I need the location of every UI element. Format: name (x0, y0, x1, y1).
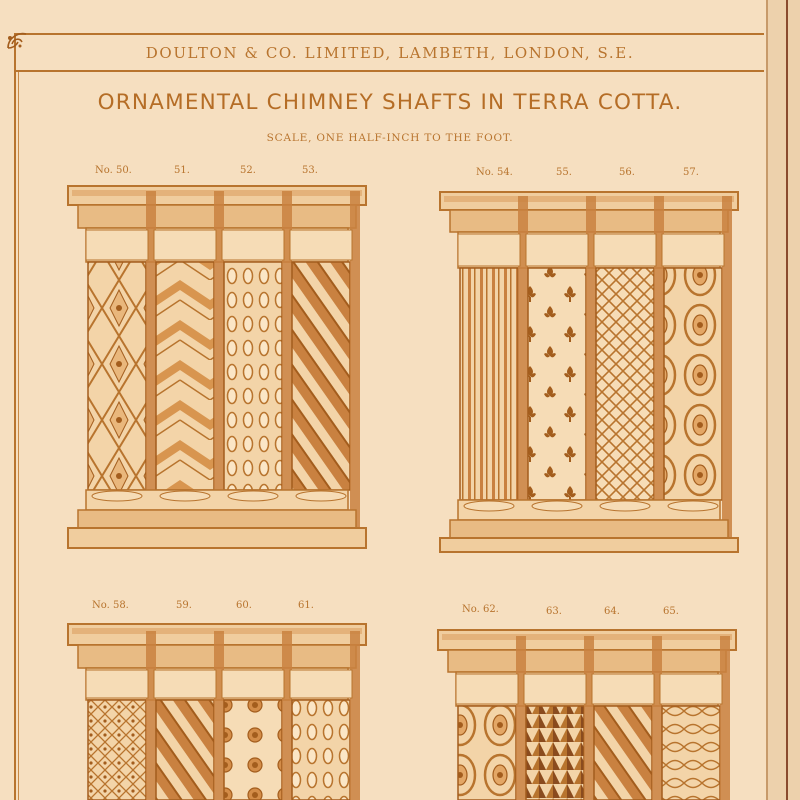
shaft-label: 53. (302, 165, 318, 176)
publisher-header: DOULTON & CO. LIMITED, LAMBETH, LONDON, S.E. (145, 44, 635, 62)
shaft-label: 55. (556, 167, 572, 178)
shaft-label: 52. (240, 165, 256, 176)
shaft-2-studded-pattern (526, 706, 584, 800)
shaft-3-lattice-pattern (224, 262, 282, 490)
shaft-label: 63. (546, 606, 562, 617)
shaft-1-diamond-small-pattern (88, 700, 146, 800)
shaft-label: No. 62. (462, 604, 499, 615)
shaft-1-diamond-pattern (88, 262, 146, 490)
shaft-4-ovals-pattern (664, 268, 722, 500)
scale-note: SCALE, ONE HALF-INCH TO THE FOOT. (266, 132, 514, 144)
shaft-label: 57. (683, 167, 699, 178)
shaft-1-fluted-pattern (460, 268, 518, 500)
shaft-label: 64. (604, 606, 620, 617)
shaft-2-spiral-pattern (156, 700, 214, 800)
group-4-shafts (438, 630, 736, 800)
shaft-label: 51. (174, 165, 190, 176)
shaft-4-net-pattern (662, 706, 720, 800)
shaft-label: No. 54. (476, 167, 513, 178)
group-2-shafts (440, 192, 738, 552)
shaft-1-ovals-pattern (458, 706, 516, 800)
group-3-shafts (68, 624, 366, 800)
shaft-label: No. 58. (92, 600, 129, 611)
shaft-3-crosshatch-pattern (596, 268, 654, 500)
shaft-4-lattice-pattern (292, 700, 350, 800)
shaft-2-chevron-pattern (156, 262, 214, 490)
shaft-label: 56. (619, 167, 635, 178)
shaft-label: 65. (663, 606, 679, 617)
shaft-3-rosette-pattern (224, 700, 282, 800)
shaft-label: 61. (298, 600, 314, 611)
group-1-shafts (68, 186, 366, 548)
page-title: ORNAMENTAL CHIMNEY SHAFTS IN TERRA COTTA. (97, 90, 683, 115)
shaft-3-spiral-pattern (594, 706, 652, 800)
shaft-2-fleur-pattern (528, 268, 586, 500)
shaft-label: 60. (236, 600, 252, 611)
shaft-label: 59. (176, 600, 192, 611)
shaft-label: No. 50. (95, 165, 132, 176)
shaft-4-spiral-pattern (292, 262, 350, 490)
